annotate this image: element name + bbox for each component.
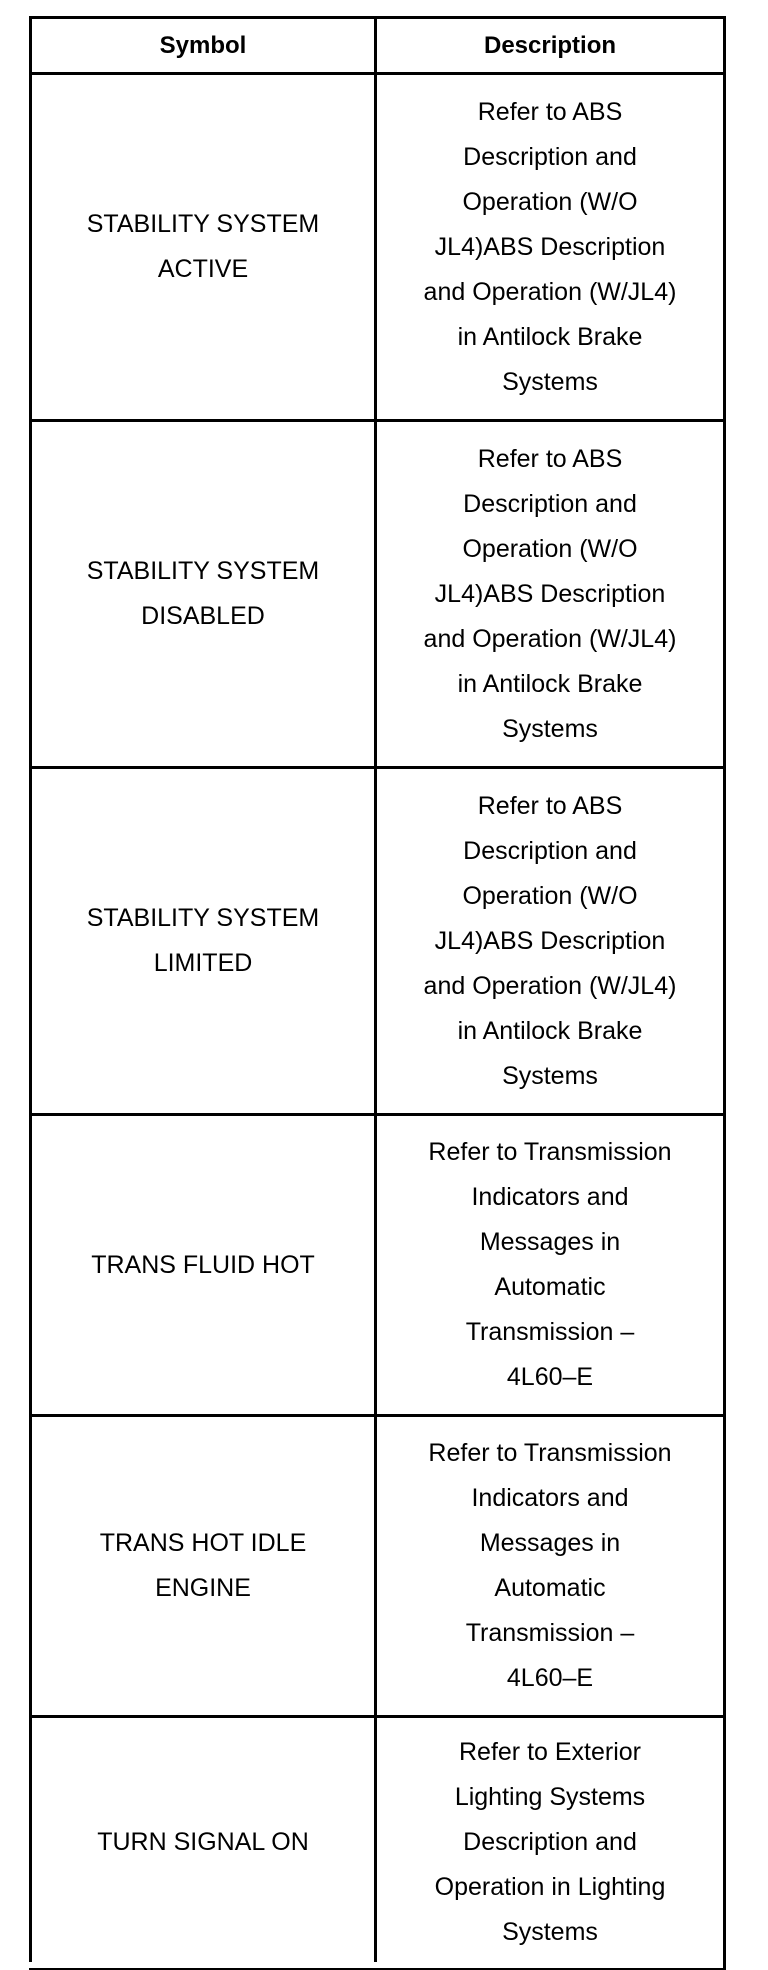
- table-header-row: [31, 18, 725, 74]
- symbol-cell: TRANS HOT IDLE ENGINE: [31, 1416, 376, 1717]
- symbol-cell: STABILITY SYSTEM LIMITED: [31, 768, 376, 1115]
- symbol-cell: TRANS FLUID HOT: [31, 1115, 376, 1416]
- symbol-cell: STABILITY SYSTEM ACTIVE: [31, 74, 376, 421]
- table-row: [31, 74, 725, 421]
- description-cell: Refer to ABS Description and Operation (W/O JL4)ABS Description and Operation (W/JL4) in Antilock Brake Systems: [376, 768, 725, 1115]
- symbol-description-table: [29, 16, 726, 1970]
- description-column-header: Description: [376, 18, 725, 74]
- symbol-cell: TURN SIGNAL ON: [31, 1717, 376, 1969]
- description-cell: Refer to ABS Description and Operation (W/O JL4)ABS Description and Operation (W/JL4) in Antilock Brake Systems: [376, 74, 725, 421]
- table-row: [31, 1717, 725, 1969]
- description-cell: Refer to Transmission Indicators and Messages in Automatic Transmission – 4L60–E: [376, 1115, 725, 1416]
- description-cell: Refer to ABS Description and Operation (W/O JL4)ABS Description and Operation (W/JL4) in Antilock Brake Systems: [376, 421, 725, 768]
- table-row: [31, 1416, 725, 1717]
- table-row: [31, 421, 725, 768]
- symbol-column-header: Symbol: [31, 18, 376, 74]
- table-row: [31, 768, 725, 1115]
- description-cell: Refer to Exterior Lighting Systems Description and Operation in Lighting Systems: [376, 1717, 725, 1969]
- table-row: [31, 1115, 725, 1416]
- page-cut-edge: [29, 1962, 723, 1968]
- symbol-cell: STABILITY SYSTEM DISABLED: [31, 421, 376, 768]
- description-cell: Refer to Transmission Indicators and Messages in Automatic Transmission – 4L60–E: [376, 1416, 725, 1717]
